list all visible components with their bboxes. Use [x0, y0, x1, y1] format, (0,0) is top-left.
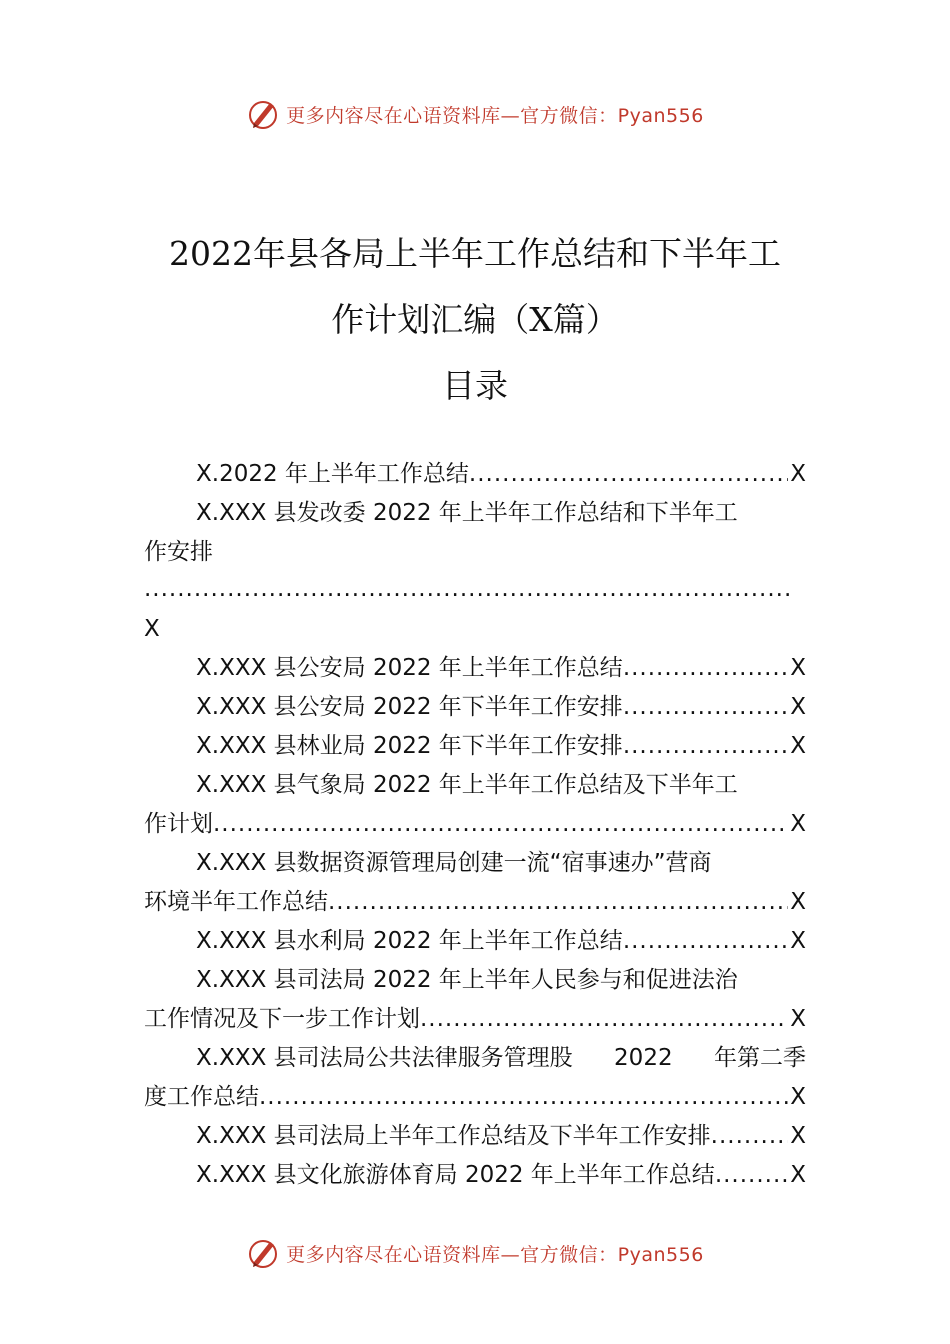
toc-leader-dots — [144, 572, 790, 610]
toc-entry[interactable]: X.XXX 县发改委 2022 年上半年工作总结和下半年工 — [196, 500, 738, 526]
toc-entry[interactable]: X.XXX 县气象局 2022 年上半年工作总结及下半年工 — [196, 772, 738, 798]
toc-page-number: X — [790, 1084, 806, 1110]
toc-entry[interactable]: X.XXX 县林业局 2022 年下半年工作安排 ..... X — [144, 727, 806, 766]
toc-entry-continuation: 作安排 — [144, 539, 213, 565]
toc-page-number: X — [144, 616, 160, 642]
toc-entry-continuation: 度工作总结 ..... X — [144, 1078, 806, 1117]
toc-entry[interactable]: X.XXX 县公安局 2022 年上半年工作总结 ..... X — [144, 649, 806, 688]
banner-text: 更多内容尽在心语资料库—官方微信： — [286, 104, 618, 127]
header-banner — [0, 94, 950, 134]
toc-page-number: X — [790, 694, 806, 720]
table-of-contents — [144, 455, 806, 1195]
toc-entry[interactable]: X.XXX 县司法局 2022 年上半年人民参与和促进法治 — [196, 967, 738, 993]
footer-banner — [0, 1233, 950, 1273]
toc-entry-continuation: 环境半年工作总结 ..... X — [144, 883, 806, 922]
toc-page-number: X — [790, 655, 806, 681]
toc-entry[interactable]: X.XXX 县数据资源管理局创建一流“宿事速办”营商 — [196, 850, 712, 876]
banner-text: 更多内容尽在心语资料库—官方微信： — [286, 1243, 618, 1266]
toc-heading: 目录 — [442, 366, 508, 405]
toc-entry[interactable]: X.XXX 县司法局公共法律服务管理股 2022 年第二季 — [196, 1045, 806, 1071]
pen-logo-icon — [246, 97, 280, 131]
toc-page-number: X — [790, 889, 806, 915]
toc-entry-continuation: 工作情况及下一步工作计划 ..... X — [144, 1000, 806, 1039]
toc-entry[interactable]: X.XXX 县水利局 2022 年上半年工作总结 ..... X — [144, 922, 806, 961]
toc-page-number: X — [790, 1123, 806, 1149]
toc-entry[interactable]: X.XXX 县司法局上半年工作总结及下半年工作安排 ..... X — [144, 1117, 806, 1156]
toc-entry[interactable]: X.XXX 县文化旅游体育局 2022 年上半年工作总结 ..... X — [144, 1156, 806, 1195]
document-title-line-1: 2022年县各局上半年工作总结和下半年工 — [169, 234, 781, 273]
banner-wechat-id: Pyan556 — [617, 104, 704, 127]
toc-page-number: X — [790, 928, 806, 954]
toc-page-number: X — [790, 461, 806, 487]
toc-page-number: X — [790, 733, 806, 759]
toc-entry[interactable]: X.XXX 县公安局 2022 年下半年工作安排 ..... X — [144, 688, 806, 727]
toc-page-number: X — [790, 1006, 806, 1032]
toc-entry[interactable]: X.2022 年上半年工作总结 ..... X — [144, 455, 806, 494]
banner-wechat-id: Pyan556 — [617, 1243, 704, 1266]
toc-entry-continuation: 作计划 ..... X — [144, 805, 806, 844]
toc-page-number: X — [790, 811, 806, 837]
toc-page-number: X — [790, 1162, 806, 1188]
document-title-line-2: 作计划汇编（X篇） — [331, 300, 619, 339]
pen-logo-icon — [246, 1236, 280, 1270]
